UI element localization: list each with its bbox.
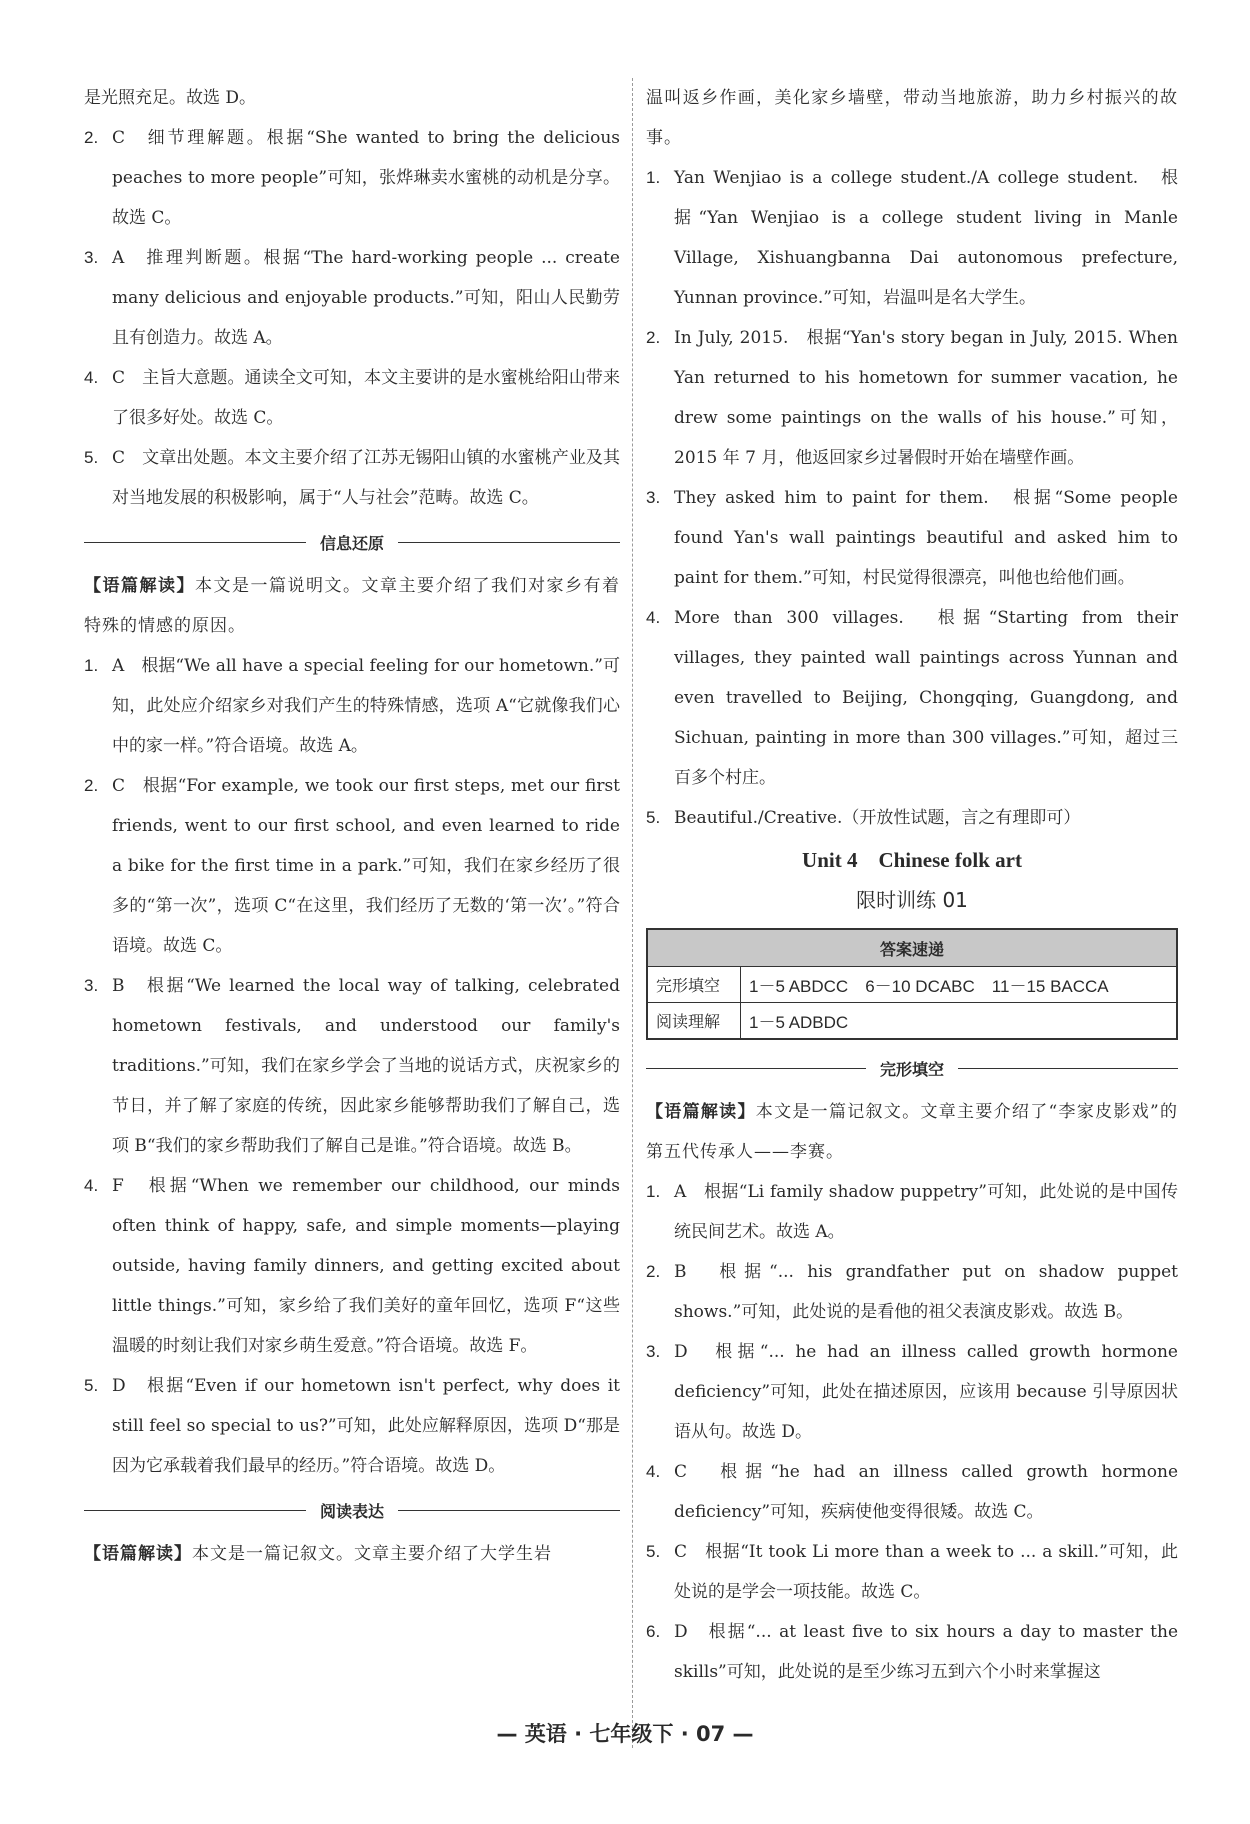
analysis-text: 本文是一篇记叙文。文章主要介绍了大学生岩	[192, 1544, 552, 1564]
table-cell-category: 完形填空	[647, 967, 741, 1003]
item-number: 4.	[84, 368, 99, 387]
answer-item	[84, 358, 620, 438]
page-footer: — 英语 · 七年级下 · 07 —	[496, 1722, 754, 1746]
item-explanation: In July, 2015. 根据“Yan's story began in July, 2015. When Yan returned to his hometown for summer vacation, he drew some paintings on the walls of his house.”可知，2015 年 7 月，他返回家乡过暑假时开始在墙壁作画。	[674, 328, 1178, 468]
item-explanation: B 根据“... his grandfather put on shadow puppet shows.”可知，此处说的是看他的祖父表演皮影戏。故选 B。	[674, 1262, 1178, 1322]
item-number: 2.	[646, 328, 661, 347]
item-number: 4.	[646, 608, 661, 627]
answer-key-header: 答案速递	[647, 929, 1177, 967]
item-explanation: B 根据“We learned the local way of talking, celebrated hometown festivals, and understood our family's traditions.”可知，我们在家乡学会了当地的说话方式，庆祝家乡的节日，并了解了家庭的传统，因此家乡能够帮助我们了解自己，选项 B“我们的家乡帮助我们了解自己是谁。”符合语境。故选 B。	[112, 976, 620, 1156]
item-number: 5.	[84, 1376, 99, 1395]
passage-analysis	[646, 1092, 1178, 1172]
unit-title: Unit 4 Chinese folk art	[802, 848, 1022, 872]
answer-item	[646, 1332, 1178, 1452]
analysis-label: 【语篇解读】	[84, 576, 195, 596]
table-cell-answers: 1－5 ABDCC 6－10 DCABC 11－15 BACCA	[741, 967, 1178, 1003]
answer-item	[84, 1166, 620, 1366]
section-label: 完形填空	[880, 1059, 945, 1079]
answer-list-reading-expression	[646, 158, 1178, 838]
item-number: 3.	[646, 488, 661, 507]
item-explanation: More than 300 villages. 根据“Starting from their villages, they painted wall paintings across Yunnan and even travelled to Beijing, Chongqing, Guangdong, and Sichuan, painting in more than 300 villages.”可知，超过三百多个村庄。	[674, 608, 1178, 788]
item-number: 3.	[84, 248, 99, 267]
answer-item	[84, 438, 620, 518]
item-explanation: D 根据“Even if our hometown isn't perfect, why does it still feel so special to us?”可知，此处应解释原因，选项 D“那是因为它承载着我们最早的经历。”符合语境。故选 D。	[112, 1376, 620, 1476]
answer-item	[646, 798, 1178, 838]
item-number: 1.	[646, 1182, 661, 1201]
item-explanation: Beautiful./Creative.（开放性试题，言之有理即可）	[674, 808, 1081, 828]
section-heading-cloze	[646, 1046, 1178, 1090]
answer-key-table	[646, 928, 1178, 1040]
answer-item	[646, 598, 1178, 798]
answer-item	[646, 1532, 1178, 1612]
item-explanation: They asked him to paint for them. 根据“Some people found Yan's wall paintings beautiful and asked him to paint for them.”可知，村民觉得很漂亮，叫他也给他们画。	[674, 488, 1178, 588]
answer-item	[646, 318, 1178, 478]
answer-item	[646, 1252, 1178, 1332]
answer-item	[646, 158, 1178, 318]
item-number: 3.	[646, 1342, 661, 1361]
item-explanation: F 根据“When we remember our childhood, our minds often think of happy, safe, and simple moments—playing outside, having family dinners, and getting excited about little things.”可知，家乡给了我们美好的童年回忆，选项 F“这些温暖的时刻让我们对家乡萌生爱意。”符合语境。故选 F。	[112, 1176, 620, 1356]
right-column	[646, 78, 1178, 1692]
item-number: 2.	[646, 1262, 661, 1281]
item-number: 6.	[646, 1622, 661, 1641]
analysis-text: 本文是一篇说明文。文章主要介绍了我们对家乡有着特殊的情感的原因。	[84, 576, 620, 636]
answer-item	[646, 478, 1178, 598]
item-number: 5.	[646, 808, 661, 827]
heading-rule	[398, 1510, 620, 1511]
analysis-label: 【语篇解读】	[646, 1102, 756, 1122]
item-explanation: C 根据“For example, we took our first steps, met our first friends, went to our first school, and even learned to ride a bike for the first time in a park.”可知，我们在家乡经历了很多的“第一次”，选项 C“在这里，我们经历了无数的‘第一次’。”符合语境。故选 C。	[112, 776, 620, 956]
item-explanation: A 根据“We all have a special feeling for our hometown.”可知，此处应介绍家乡对我们产生的特殊情感，选项 A“它就像我们心中的家一样。”符合语境。故选 A。	[112, 656, 620, 756]
item-explanation: D 根据“... he had an illness called growth hormone deficiency”可知，此处在描述原因，应该用 because 引导原因状语从句。故选 D。	[674, 1342, 1178, 1442]
answer-list-cloze	[646, 1172, 1178, 1692]
answer-item	[646, 1452, 1178, 1532]
item-number: 3.	[84, 976, 99, 995]
item-number: 5.	[646, 1542, 661, 1561]
practice-title: 限时训练 01	[856, 888, 968, 912]
section-label: 阅读表达	[320, 1501, 385, 1521]
answer-item	[84, 966, 620, 1166]
analysis-label: 【语篇解读】	[84, 1544, 192, 1564]
heading-rule	[398, 542, 620, 543]
section-label: 信息还原	[320, 533, 385, 553]
answer-list-info-restore	[84, 646, 620, 1486]
answer-item	[84, 766, 620, 966]
table-cell-category: 阅读理解	[647, 1003, 741, 1040]
heading-rule	[958, 1068, 1178, 1069]
analysis-text: 本文是一篇记叙文。文章主要介绍了“李家皮影戏”的第五代传承人——李赛。	[646, 1102, 1178, 1162]
item-explanation: Yan Wenjiao is a college student./A college student. 根据“Yan Wenjiao is a college student living in Manle Village, Xishuangbanna Dai autonomous prefecture, Yunnan province.”可知，岩温叫是名大学生。	[674, 168, 1178, 308]
column-divider	[632, 78, 633, 1748]
item-number: 5.	[84, 448, 99, 467]
answer-item	[84, 646, 620, 766]
item-explanation: C 主旨大意题。通读全文可知，本文主要讲的是水蜜桃给阳山带来了很多好处。故选 C。	[112, 368, 620, 428]
table-cell-answers: 1－5 ADBDC	[741, 1003, 1178, 1040]
item-explanation: A 推理判断题。根据“The hard-working people ... create many delicious and enjoyable products.”可知，阳山人民勤劳且有创造力。故选 A。	[112, 248, 620, 348]
item-explanation: C 细节理解题。根据“She wanted to bring the delicious peaches to more people”可知，张烨琳卖水蜜桃的动机是分享。故选 C。	[112, 128, 620, 228]
item-explanation: C 根据“he had an illness called growth hormone deficiency”可知，疾病使他变得很矮。故选 C。	[674, 1462, 1178, 1522]
answer-item	[646, 1612, 1178, 1692]
item-explanation: C 根据“It took Li more than a week to ... a skill.”可知，此处说的是学会一项技能。故选 C。	[674, 1542, 1178, 1602]
answer-item	[84, 238, 620, 358]
item-number: 2.	[84, 776, 99, 795]
intro-line: 是光照充足。故选 D。	[84, 88, 257, 108]
item-number: 4.	[646, 1462, 661, 1481]
item-number: 1.	[646, 168, 661, 187]
section-heading-info-restore	[84, 520, 620, 564]
item-explanation: C 文章出处题。本文主要介绍了江苏无锡阳山镇的水蜜桃产业及其对当地发展的积极影响，属于“人与社会”范畴。故选 C。	[112, 448, 620, 508]
answer-item	[84, 1366, 620, 1486]
table-row	[647, 1003, 1177, 1040]
answer-list-reading-a	[84, 118, 620, 518]
analysis-continuation: 温叫返乡作画，美化家乡墙壁，带动当地旅游，助力乡村振兴的故事。	[646, 88, 1178, 148]
item-number: 2.	[84, 128, 99, 147]
passage-analysis	[84, 1534, 620, 1574]
table-row	[647, 967, 1177, 1003]
item-number: 4.	[84, 1176, 99, 1195]
item-explanation: A 根据“Li family shadow puppetry”可知，此处说的是中国传统民间艺术。故选 A。	[674, 1182, 1178, 1242]
heading-rule	[84, 542, 306, 543]
heading-rule	[84, 1510, 306, 1511]
left-column	[84, 78, 620, 1574]
answer-item	[84, 118, 620, 238]
section-heading-reading-expression	[84, 1488, 620, 1532]
item-explanation: D 根据“... at least five to six hours a day to master the skills”可知，此处说的是至少练习五到六个小时来掌握这	[674, 1622, 1178, 1682]
answer-item	[646, 1172, 1178, 1252]
item-number: 1.	[84, 656, 99, 675]
passage-analysis	[84, 566, 620, 646]
heading-rule	[646, 1068, 866, 1069]
